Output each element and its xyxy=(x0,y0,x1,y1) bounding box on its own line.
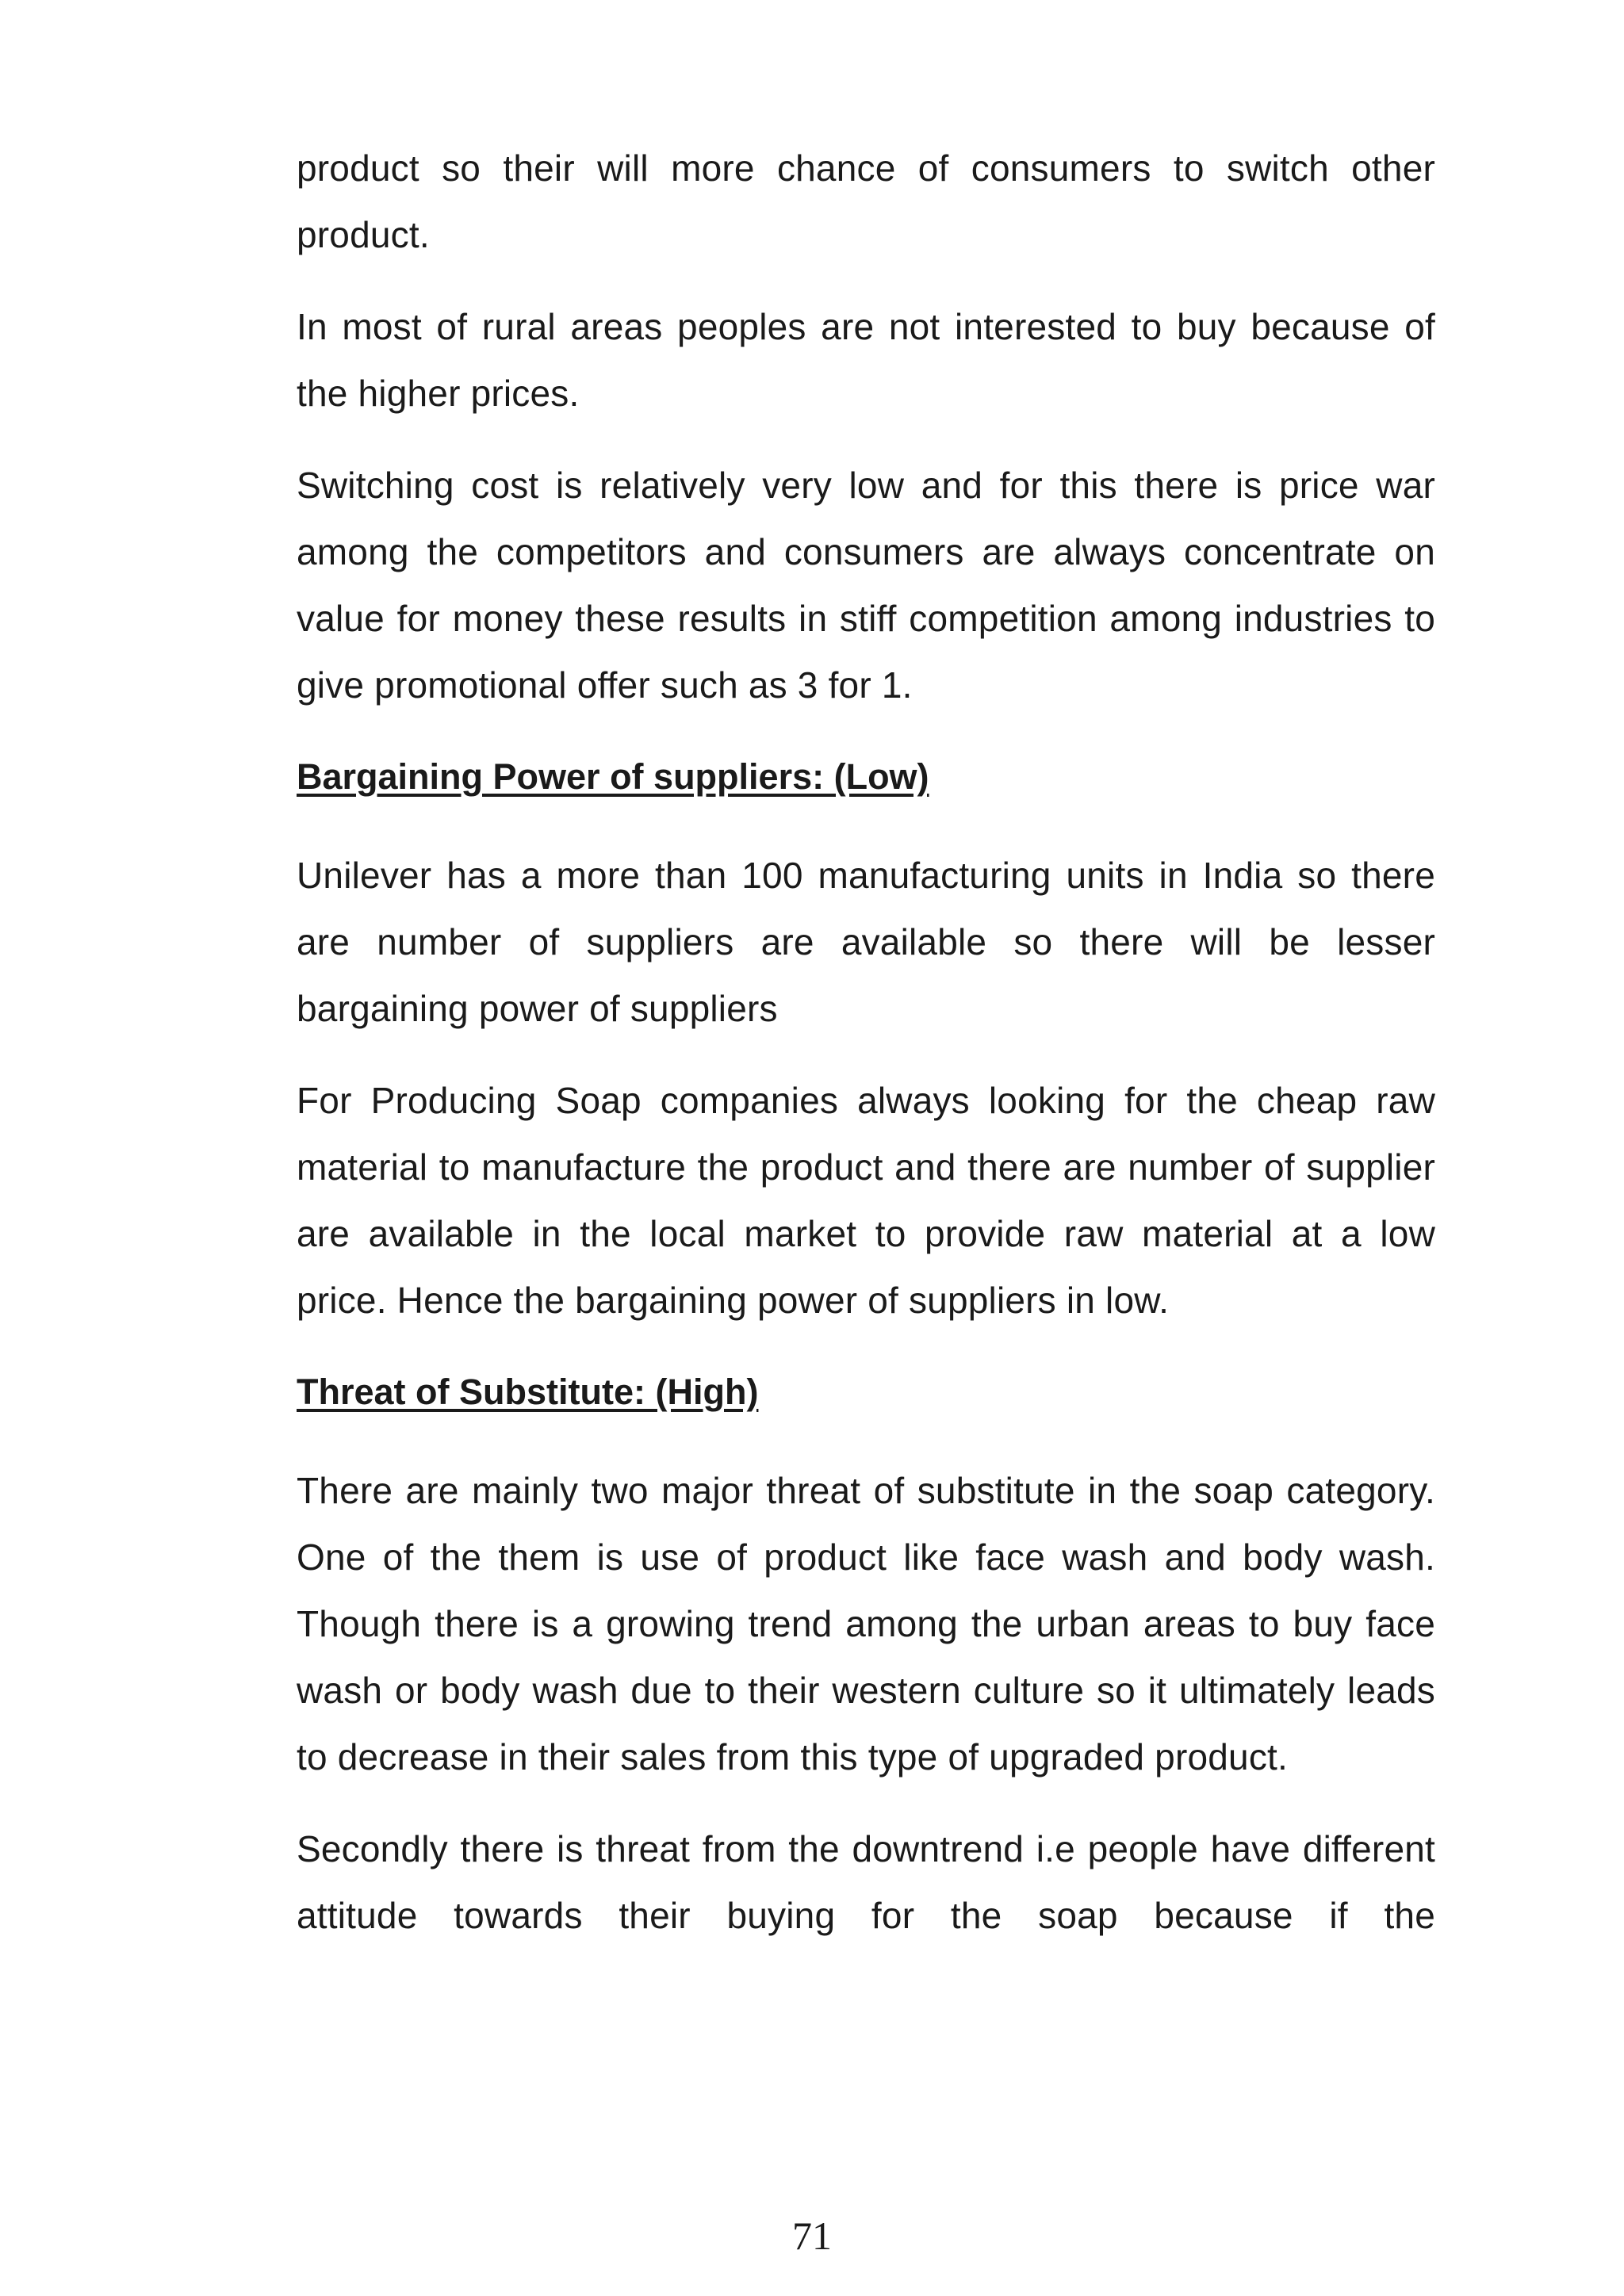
heading-threat-of-substitute: Threat of Substitute: (High) xyxy=(297,1372,759,1412)
page-number: 71 xyxy=(792,2214,832,2258)
heading-bargaining-power-suppliers: Bargaining Power of suppliers: (Low) xyxy=(297,756,929,797)
paragraph-raw-material: For Producing Soap companies always looking for the cheap raw material to manufacture the product and there are number of supplier are available in the local market to provide raw material at a low price. Hence the bargaining power of suppliers in low. xyxy=(297,1080,1435,1321)
paragraph-substitute-products: There are mainly two major threat of substitute in the soap category. One of the them is use of product like face wash and body wash. Though there is a growing trend among the urban areas to buy face wash or body wash due to their western culture so it ultimately leads to decrease in their sales from this type of upgraded product. xyxy=(297,1470,1435,1777)
paragraph-switch-product: product so their will more chance of consumers to switch other product. xyxy=(297,147,1435,255)
paragraph-downtrend: Secondly there is threat from the downtrend i.e people have different attitude towards their buying for the soap because if the xyxy=(297,1828,1435,1936)
paragraph-rural-prices: In most of rural areas peoples are not interested to buy because of the higher prices. xyxy=(297,306,1435,414)
page-body xyxy=(297,135,1435,1974)
paragraph-manufacturing-units: Unilever has a more than 100 manufacturing units in India so there are number of suppliers are available so there will be lesser bargaining power of suppliers xyxy=(297,855,1435,1029)
paragraph-switching-cost: Switching cost is relatively very low and for this there is price war among the competitors and consumers are always concentrate on value for money these results in stiff competition among industries to give promotional offer such as 3 for 1. xyxy=(297,465,1435,706)
